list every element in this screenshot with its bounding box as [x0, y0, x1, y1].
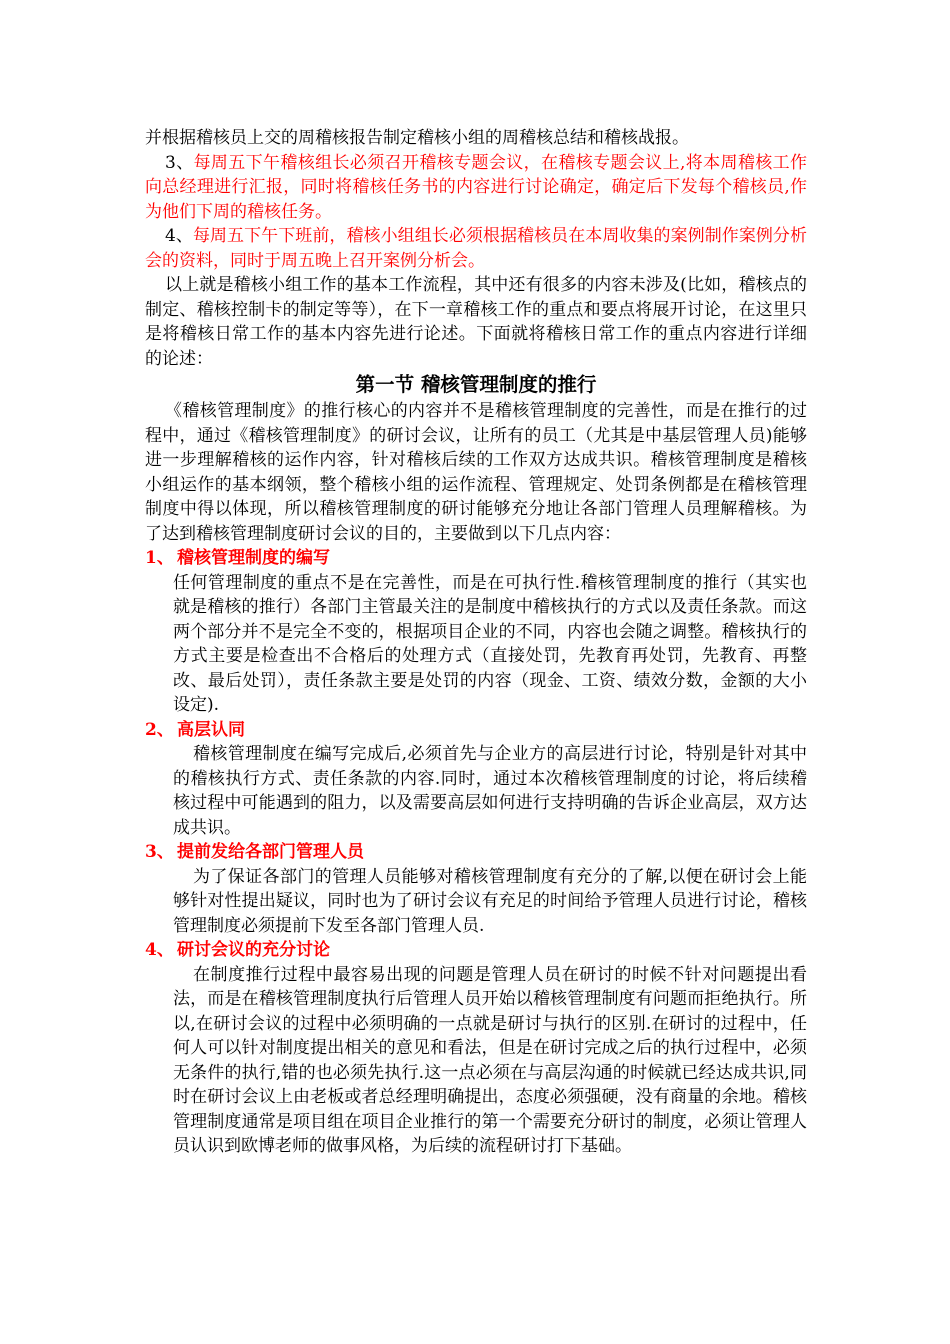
heading-title: 研讨会议的充分讨论	[177, 940, 330, 960]
heading-number: 4、	[145, 940, 174, 960]
heading-number: 1、	[145, 548, 174, 568]
item-heading	[145, 718, 807, 743]
section-intro: 《稽核管理制度》的推行核心的内容并不是稽核管理制度的完善性，而是在推行的过程中，通过《稽核管理制度》的研讨会议，让所有的员工（尤其是中基层管理人员)能够进一步理解稽核的运作内容，针对稽核后续的工作双方达成共识。稽核管理制度是稽核小组运作的基本纲领，整个稽核小组的运作流程、管理规定、处罚条例都是在稽核管理制度中得以体现，所以稽核管理制度的研讨能够充分地让各部门管理人员理解稽核。为了达到稽核管理制度研讨会议的目的，主要做到以下几点内容：	[145, 401, 807, 544]
item-heading	[145, 840, 807, 865]
item-heading	[145, 546, 807, 571]
item-text: 每周五下午稽核组长必须召开稽核专题会议，在稽核专题会议上,将本周稽核工作向总经理进行汇报，同时将稽核任务书的内容进行讨论确定，确定后下发每个稽核员,作为他们下周的稽核任务。	[145, 152, 807, 222]
heading-number: 2、	[145, 719, 174, 740]
item-text: 每周五下午下班前，稽核小组组长必须根据稽核员在本周收集的案例制作案例分析会的资料，同时于周五晚上召开案例分析会。	[145, 226, 807, 271]
item-number: 3、	[165, 152, 194, 173]
item-body: 在制度推行过程中最容易出现的问题是管理人员在研讨的时候不针对问题提出看法，而是在稽核管理制度执行后管理人员开始以稽核管理制度有问题而拒绝执行。所以,在研讨会议的过程中必须明确的一点就是研讨与执行的区别.在研讨的过程中，任何人可以针对制度提出相关的意见和看法，但是在研讨完成之后的执行过程中，必须无条件的执行,错的也必须先执行.这一点必须在与高层沟通的时候就已经达成共识,同时在研讨会议上由老板或者总经理明确提出，态度必须强硬，没有商量的余地。稽核管理制度通常是项目组在项目企业推行的第一个需要充分研讨的制度，必须让管理人员认识到欧博老师的做事风格，为后续的流程研讨打下基础。	[173, 964, 807, 1156]
paragraph-item-4	[145, 224, 807, 273]
list-item	[145, 840, 807, 938]
item-body: 任何管理制度的重点不是在完善性，而是在可执行性.稽核管理制度的推行（其实也就是稽核的推行）各部门主管最关注的是制度中稽核执行的方式以及责任条款。而这两个部分并不是完全不变的，根据项目企业的不同，内容也会随之调整。稽核执行的方式主要是检查出不合格后的处理方式（直接处罚，先教育再处罚，先教育、再整改、最后处罚），责任条款主要是处罚的内容（现金、工资、绩效分数，金额的大小设定).	[173, 572, 807, 715]
heading-title: 提前发给各部门管理人员	[177, 842, 364, 862]
section-title: 第一节 稽核管理制度的推行	[355, 373, 597, 396]
paragraph-continuation: 并根据稽核员上交的周稽核报告制定稽核小组的周稽核总结和稽核战报。	[145, 128, 689, 148]
heading-number: 3、	[145, 842, 174, 862]
heading-title: 稽核管理制度的编写	[177, 548, 330, 568]
item-body: 为了保证各部门的管理人员能够对稽核管理制度有充分的了解,以便在研讨会上能够针对性提出疑议，同时也为了研讨会议有充足的时间给予管理人员进行讨论，稽核管理制度必须提前下发至各部门管理人员.	[173, 866, 807, 936]
paragraph-summary: 以上就是稽核小组工作的基本工作流程，其中还有很多的内容未涉及(比如，稽核点的制定、稽核控制卡的制定等等），在下一章稽核工作的重点和要点将展开讨论，在这里只是将稽核日常工作的基本内容先进行论述。下面就将稽核日常工作的重点内容进行详细的论述：	[145, 275, 807, 369]
list-item	[145, 546, 807, 718]
list-item	[145, 718, 807, 841]
item-body: 稽核管理制度在编写完成后,必须首先与企业方的高层进行讨论，特别是针对其中的稽核执行方式、责任条款的内容.同时，通过本次稽核管理制度的讨论，将后续稽核过程中可能遇到的阻力，以及需要高层如何进行支持明确的告诉企业高层，双方达成共识。	[173, 744, 807, 838]
document-page	[145, 126, 807, 1159]
heading-title: 高层认同	[177, 719, 245, 740]
paragraph-item-3	[145, 151, 807, 225]
item-number: 4、	[165, 226, 193, 246]
list-item	[145, 938, 807, 1159]
item-heading	[145, 938, 807, 963]
